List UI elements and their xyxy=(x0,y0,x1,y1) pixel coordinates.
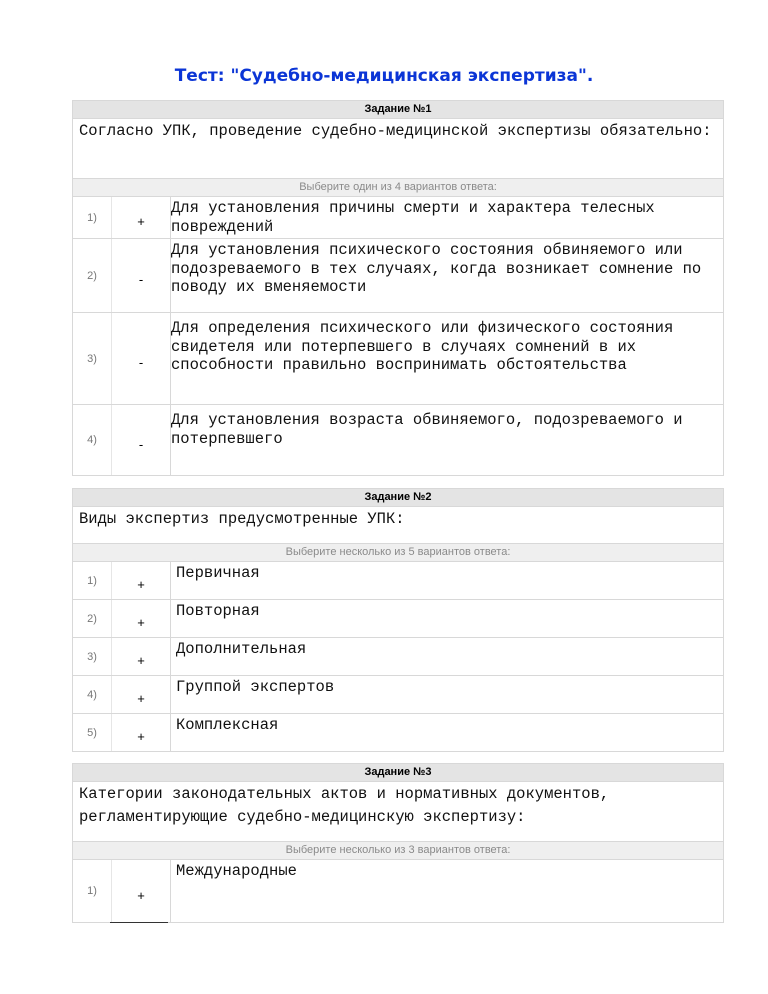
answer-number: 1) xyxy=(73,562,112,599)
answer-instruction: Выберите один из 4 вариантов ответа: xyxy=(73,179,723,197)
answer-number: 4) xyxy=(73,676,112,713)
answer-number: 2) xyxy=(73,600,112,637)
answer-row xyxy=(73,860,723,922)
answer-text: Комплексная xyxy=(170,714,723,751)
task-1 xyxy=(72,100,724,476)
answer-mark: + xyxy=(137,214,145,229)
answer-text: Группой экспертов xyxy=(170,676,723,713)
answer-mark: - xyxy=(138,355,144,370)
answer-mark: + xyxy=(137,577,145,592)
answer-row xyxy=(73,197,723,239)
answer-mark: + xyxy=(137,729,145,744)
answer-text: Для установления возраста обвиняемого, подозреваемого и потерпевшего xyxy=(170,405,723,475)
answer-number: 5) xyxy=(73,714,112,751)
answer-number: 1) xyxy=(73,197,112,238)
answer-row xyxy=(73,405,723,475)
answer-mark: - xyxy=(138,272,144,287)
answer-text: Повторная xyxy=(170,600,723,637)
answer-mark: + xyxy=(137,615,145,630)
task-header: Задание №3 xyxy=(73,764,723,782)
answer-row xyxy=(73,313,723,405)
answer-text: Для установления психического состояния обвиняемого или подозреваемого в тех случаях, когда возникает сомнение по поводу их вменяемости xyxy=(170,239,723,312)
answer-instruction: Выберите несколько из 5 вариантов ответа: xyxy=(73,544,723,562)
answer-row xyxy=(73,562,723,600)
answer-number: 3) xyxy=(73,313,112,404)
answer-number: 3) xyxy=(73,638,112,675)
answer-row xyxy=(73,714,723,751)
question-text: Согласно УПК, проведение судебно-медицинской экспертизы обязательно: xyxy=(73,119,723,179)
answer-mark: + xyxy=(137,691,145,706)
answer-number: 2) xyxy=(73,239,112,312)
answer-row xyxy=(73,239,723,313)
answer-row xyxy=(73,600,723,638)
task-header: Задание №1 xyxy=(73,101,723,119)
task-header: Задание №2 xyxy=(73,489,723,507)
answer-mark: + xyxy=(137,887,145,903)
task-2 xyxy=(72,488,724,752)
answer-text: Для определения психического или физического состояния свидетеля или потерпевшего в случаях сомнений в их способности правильно воспринимать обстоятельства xyxy=(170,313,723,404)
question-text: Категории законодательных актов и нормативных документов, регламентирующие судебно-медицинскую экспертизу: xyxy=(73,782,723,842)
answer-text: Для установления причины смерти и характера телесных повреждений xyxy=(170,197,723,238)
answer-text: Дополнительная xyxy=(170,638,723,675)
answer-text: Первичная xyxy=(170,562,723,599)
answer-mark: + xyxy=(137,653,145,668)
task-3 xyxy=(72,763,724,923)
answer-mark: - xyxy=(138,436,144,452)
answer-instruction: Выберите несколько из 3 вариантов ответа: xyxy=(73,842,723,860)
answer-number: 4) xyxy=(73,405,112,475)
page-title: Тест: "Судебно-медицинская экспертиза". xyxy=(174,66,594,86)
answer-row xyxy=(73,676,723,714)
answer-text: Международные xyxy=(170,860,723,922)
question-text: Виды экспертиз предусмотренные УПК: xyxy=(73,507,723,544)
answer-row xyxy=(73,638,723,676)
answer-number: 1) xyxy=(73,860,112,922)
divider xyxy=(110,922,168,923)
